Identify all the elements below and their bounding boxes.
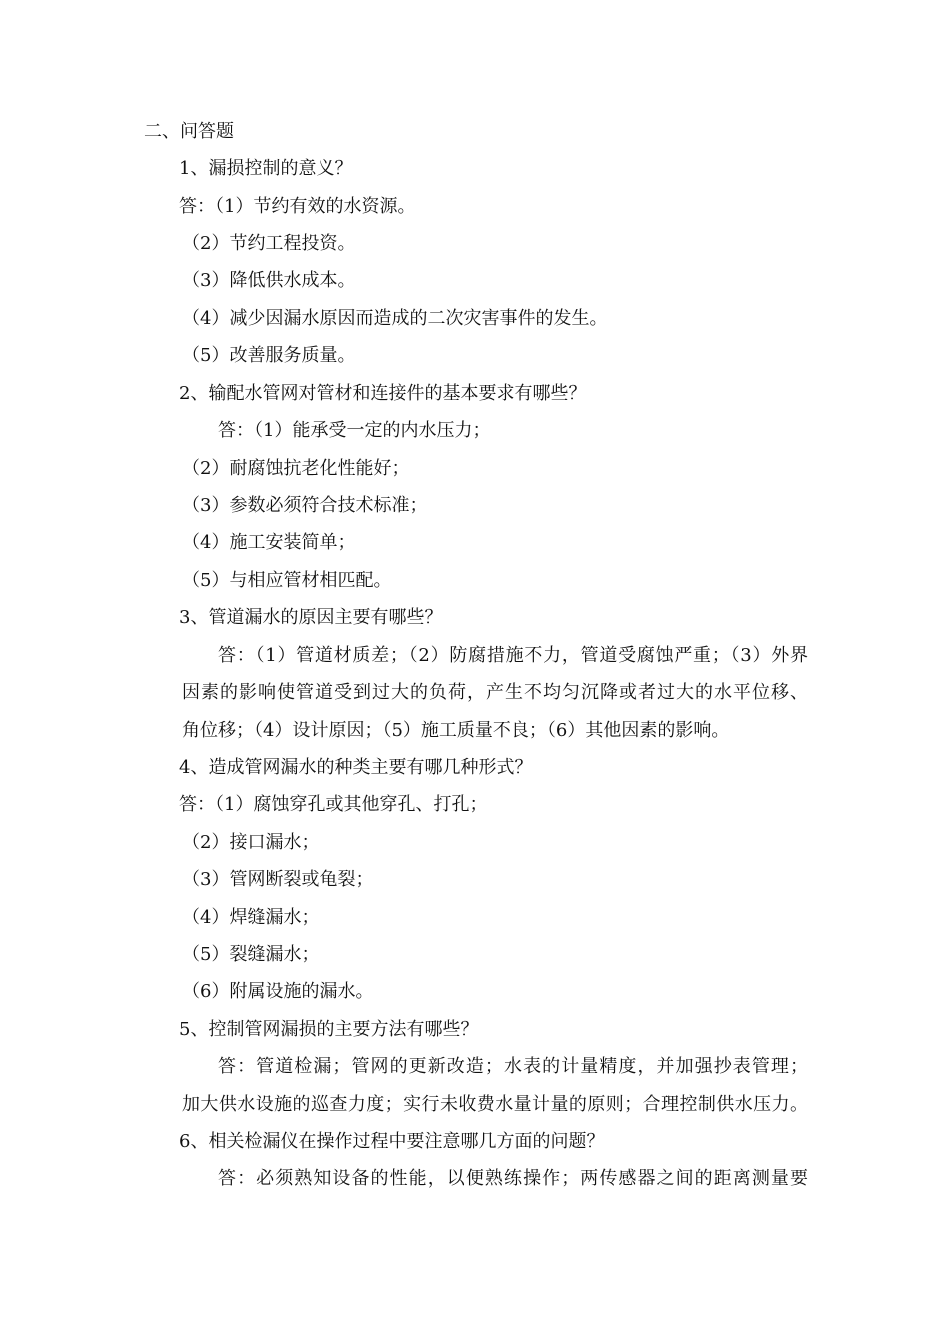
answer-line: 答：管道检漏；管网的更新改造；水表的计量精度，并加强抄表管理； — [218, 1056, 808, 1077]
answer-line: 答：（1）腐蚀穿孔或其他穿孔、打孔； — [179, 794, 488, 815]
answer-line: （2）节约工程投资。 — [182, 233, 356, 254]
answer-line: 答：（1）管道材质差；（2）防腐措施不力，管道受腐蚀严重；（3）外界 — [218, 645, 808, 666]
section-title: 二、问答题 — [144, 121, 234, 142]
question-2-title: 2、输配水管网对管材和连接件的基本要求有哪些？ — [179, 383, 587, 404]
answer-line: 因素的影响使管道受到过大的负荷，产生不均匀沉降或者过大的水平位移、 — [182, 682, 808, 703]
answer-line: （4）施工安装简单； — [182, 532, 356, 553]
question-4-title: 4、造成管网漏水的种类主要有哪几种形式？ — [179, 757, 533, 778]
answer-line: （6）附属设施的漏水。 — [182, 981, 374, 1002]
answer-line: （3）降低供水成本。 — [182, 270, 356, 291]
answer-line: 答：（1）节约有效的水资源。 — [179, 196, 416, 217]
question-1-title: 1、漏损控制的意义？ — [179, 158, 353, 179]
answer-line: （3）参数必须符合技术标准； — [182, 495, 428, 516]
answer-line: （5）裂缝漏水； — [182, 944, 320, 965]
answer-line: （2）耐腐蚀抗老化性能好； — [182, 458, 410, 479]
answer-line: 答：（1）能承受一定的内水压力； — [218, 420, 491, 441]
answer-line: （3）管网断裂或龟裂； — [182, 869, 374, 890]
answer-line: 角位移；（4）设计原因；（5）施工质量不良；（6）其他因素的影响。 — [182, 720, 730, 741]
question-5-title: 5、控制管网漏损的主要方法有哪些？ — [179, 1019, 479, 1040]
answer-line: （4）焊缝漏水； — [182, 907, 320, 928]
question-3-title: 3、管道漏水的原因主要有哪些？ — [179, 607, 443, 628]
answer-line: （2）接口漏水； — [182, 832, 320, 853]
answer-line: （5）改善服务质量。 — [182, 345, 356, 366]
answer-line: （4）减少因漏水原因而造成的二次灾害事件的发生。 — [182, 308, 608, 329]
answer-line: （5）与相应管材相匹配。 — [182, 570, 392, 591]
question-6-title: 6、相关检漏仪在操作过程中要注意哪几方面的问题？ — [179, 1131, 605, 1152]
answer-line: 加大供水设施的巡查力度；实行未收费水量计量的原则；合理控制供水压力。 — [182, 1094, 808, 1115]
answer-line: 答：必须熟知设备的性能，以便熟练操作；两传感器之间的距离测量要 — [218, 1168, 808, 1189]
